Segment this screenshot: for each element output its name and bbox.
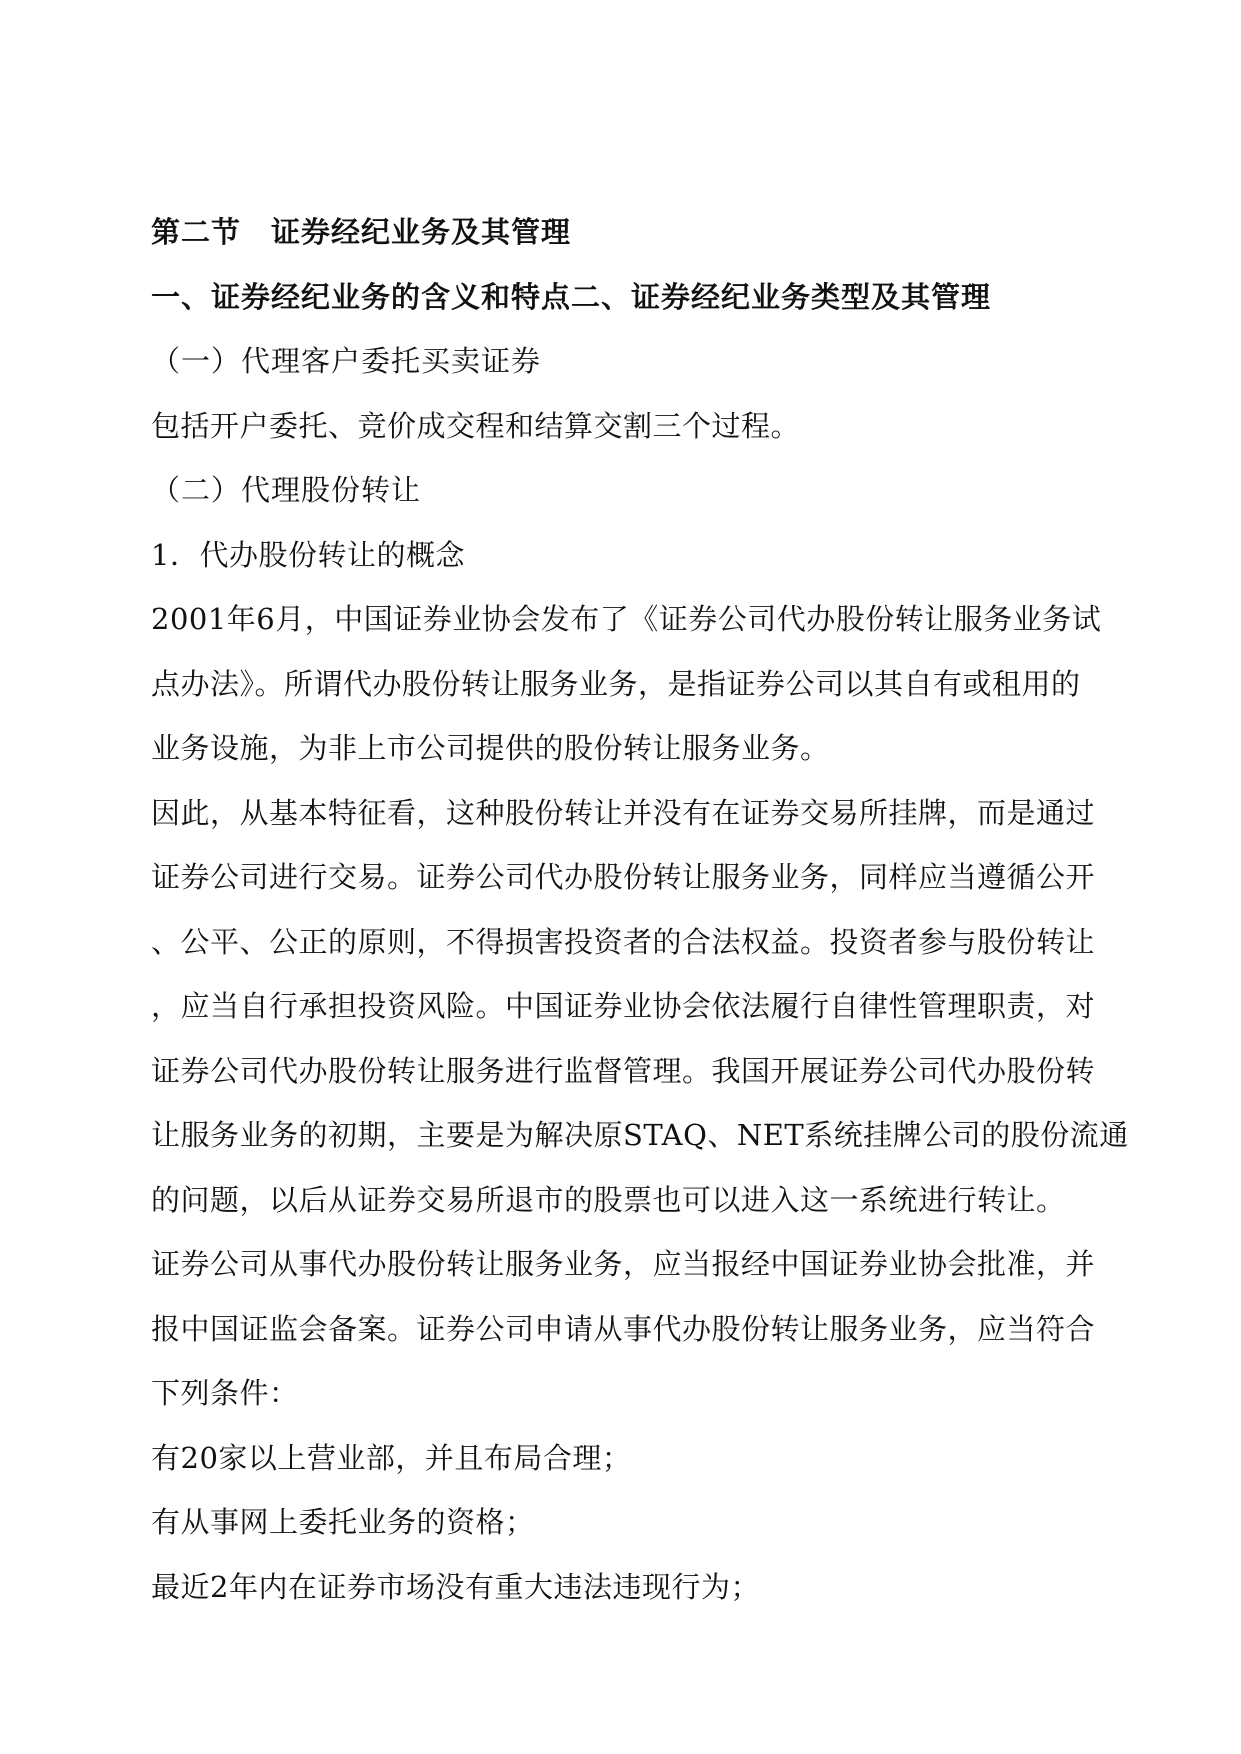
paragraph-line: 的问题，以后从证券交易所退市的股票也可以进入这一系统进行转让。: [151, 1182, 1066, 1217]
paragraph-line: 业务设施，为非上市公司提供的股份转让服务业务。: [151, 731, 830, 765]
paragraph-line: 证券公司从事代办股份转让服务业务，应当报经中国证券业协会批准，并: [151, 1247, 1096, 1281]
condition-item: 最近2年内在证券市场没有重大违法违现行为；: [151, 1569, 760, 1604]
heading-types: 一、证券经纪业务的含义和特点二、证券经纪业务类型及其管理: [151, 279, 992, 314]
condition-item: 有从事网上委托业务的资格；: [151, 1505, 535, 1539]
paragraph-line: 下列条件：: [151, 1376, 299, 1410]
paragraph-characteristics: [151, 781, 1129, 1233]
paragraph-line: 让服务业务的初期，主要是为解决原STAQ、NET系统挂牌公司的股份流通: [151, 1118, 1129, 1152]
subheading-share-transfer: （二）代理股份转让: [151, 473, 422, 507]
paragraph-process: 包括开户委托、竞价成交程和结算交割三个过程。: [151, 408, 801, 443]
subheading-agency-trading: （一）代理客户委托买卖证券: [151, 344, 542, 378]
paragraph-line: 因此，从基本特征看，这种股份转让并没有在证券交易所挂牌，而是通过: [151, 795, 1096, 830]
paragraph-line: 2001年6月，中国证券业协会发布了《证券公司代办股份转让服务业务试: [151, 602, 1102, 636]
item-concept: 1．代办股份转让的概念: [151, 537, 465, 572]
condition-item: 有20家以上营业部，并且布局合理；: [151, 1440, 632, 1475]
paragraph-line: ，应当自行承担投资风险。中国证券业协会依法履行自律性管理职责，对: [151, 989, 1096, 1023]
conditions-list: [151, 1426, 1091, 1620]
paragraph-line: 证券公司进行交易。证券公司代办股份转让服务业务，同样应当遵循公开: [151, 860, 1096, 894]
section-title: 第二节 证券经纪业务及其管理: [151, 215, 572, 249]
paragraph-line: 点办法》。所谓代办股份转让服务业务，是指证券公司以其自有或租用的: [151, 666, 1081, 701]
paragraph-2001-measures: [151, 587, 1102, 781]
document-body: [151, 200, 1129, 1619]
paragraph-line: 证券公司代办股份转让服务进行监督管理。我国开展证券公司代办股份转: [151, 1053, 1096, 1088]
paragraph-line: 、公平、公正的原则，不得损害投资者的合法权益。投资者参与股份转让: [151, 924, 1096, 959]
paragraph-line: 报中国证监会备案。证券公司申请从事代办股份转让服务业务，应当符合: [151, 1311, 1096, 1346]
paragraph-approval: [151, 1232, 1096, 1426]
